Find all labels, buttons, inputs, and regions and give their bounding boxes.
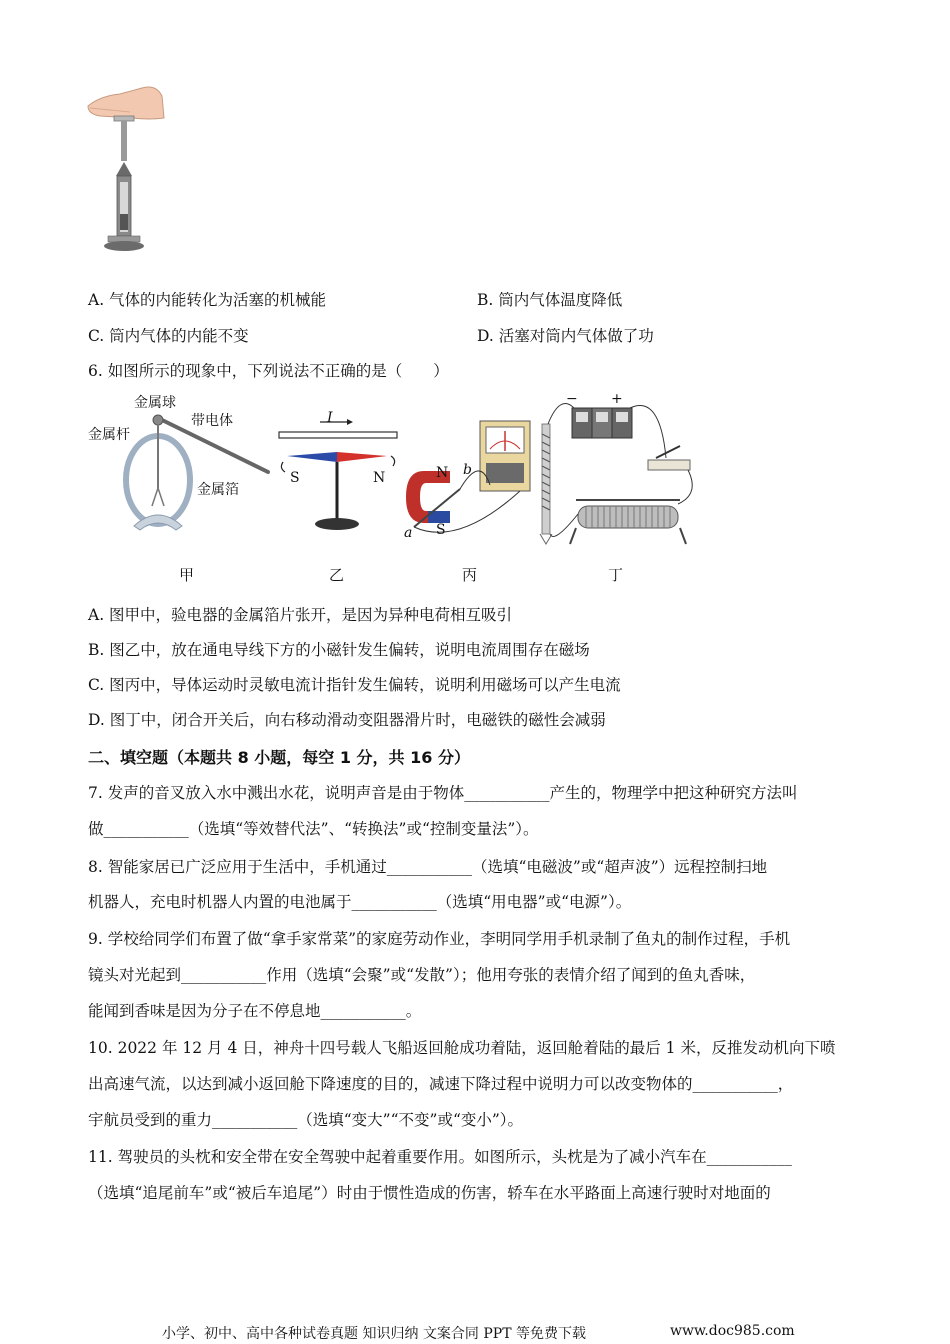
q6-stem: 6. 如图所示的现象中，下列说法不正确的是（ ） bbox=[88, 362, 449, 380]
footer-text: 小学、初中、高中各种试卷真题 知识归纳 文案合同 PPT 等免费下载 bbox=[162, 1326, 586, 1342]
label-metal-ball: 金属球 bbox=[134, 395, 176, 411]
label-battery-plus: + bbox=[611, 391, 623, 407]
q5-option-d: D. 活塞对筒内气体做了功 bbox=[477, 327, 654, 345]
label-charged-body: 带电体 bbox=[191, 413, 233, 429]
q5-option-c: C. 筒内气体的内能不变 bbox=[88, 327, 249, 345]
label-metal-rod: 金属杆 bbox=[88, 427, 130, 443]
q6-option-b: B. 图乙中，放在通电导线下方的小磁针发生偏转，说明电流周围存在磁场 bbox=[88, 641, 590, 659]
caption-ding: 丁 bbox=[608, 566, 624, 584]
label-metal-foil: 金属箔 bbox=[197, 482, 239, 498]
caption-jia: 甲 bbox=[179, 566, 195, 584]
q9-line1: 9. 学校给同学们布置了做“拿手家常菜”的家庭劳动作业，李明同学用手机录制了鱼丸的制作过程，手机 bbox=[88, 930, 791, 948]
label-magnet-s: S bbox=[436, 522, 446, 538]
q8-line2: 机器人，充电时机器人内置的电池属于___________（选填“用电器”或“电源”）。 bbox=[88, 893, 632, 911]
footer-url[interactable]: www.doc985.com bbox=[670, 1323, 795, 1339]
electromagnet-figure bbox=[530, 394, 705, 554]
q11-line1: 11. 驾驶员的头枕和安全带在安全驾驶中起着重要作用。如图所示，头枕是为了减小汽车在___________ bbox=[88, 1148, 792, 1166]
q9-line2: 镜头对光起到___________作用（选填“会聚”或“发散”）；他用夸张的表情介绍了闻到的鱼丸香味， bbox=[88, 966, 756, 984]
q6-option-c: C. 图丙中，导体运动时灵敏电流计指针发生偏转，说明利用磁场可以产生电流 bbox=[88, 676, 621, 694]
induction-figure bbox=[398, 415, 548, 545]
q9-line3: 能闻到香味是因为分子在不停息地___________。 bbox=[88, 1002, 422, 1020]
q5-option-a: A. 气体的内能转化为活塞的机械能 bbox=[88, 291, 327, 309]
fire-syringe-figure bbox=[80, 74, 170, 259]
label-needle-s: S bbox=[290, 470, 300, 486]
caption-yi: 乙 bbox=[329, 566, 345, 584]
q8-line1: 8. 智能家居已广泛应用于生活中，手机通过___________（选填“电磁波”或“超声波”）远程控制扫地 bbox=[88, 858, 768, 876]
q10-line2: 出高速气流，以达到减小返回舱下降速度的目的，减速下降过程中说明力可以改变物体的___________， bbox=[88, 1075, 794, 1093]
label-current-i: I bbox=[327, 410, 333, 426]
label-conductor-a: a bbox=[404, 525, 413, 541]
q6-option-a: A. 图甲中，验电器的金属箔片张开，是因为异种电荷相互吸引 bbox=[88, 606, 513, 624]
q11-line2: （选填“追尾前车”或“被后车追尾”）时由于惯性造成的伤害，轿车在水平路面上高速行驶时对地面的 bbox=[88, 1184, 771, 1202]
label-battery-minus: − bbox=[566, 391, 578, 407]
label-magnet-n: N bbox=[436, 465, 449, 481]
q7-line2: 做___________（选填“等效替代法”、“转换法”或“控制变量法”）。 bbox=[88, 820, 539, 838]
q6-option-d: D. 图丁中，闭合开关后，向右移动滑动变阻器滑片时，电磁铁的磁性会减弱 bbox=[88, 711, 606, 729]
q10-line3: 宇航员受到的重力___________（选填“变大”“不变”或“变小”）。 bbox=[88, 1111, 524, 1129]
section-title: 二、填空题（本题共 8 小题，每空 1 分，共 16 分） bbox=[88, 748, 470, 767]
q5-option-b: B. 筒内气体温度降低 bbox=[477, 291, 623, 309]
label-needle-n: N bbox=[373, 470, 386, 486]
caption-bing: 丙 bbox=[462, 566, 478, 584]
label-conductor-b: b bbox=[463, 462, 472, 478]
q7-line1: 7. 发声的音叉放入水中溅出水花，说明声音是由于物体___________产生的，物理学中把这种研究方法叫 bbox=[88, 784, 798, 802]
q10-line1: 10. 2022 年 12 月 4 日，神舟十四号载人飞船返回舱成功着陆，返回舱着陆的最后 1 米，反推发动机向下喷 bbox=[88, 1039, 836, 1057]
